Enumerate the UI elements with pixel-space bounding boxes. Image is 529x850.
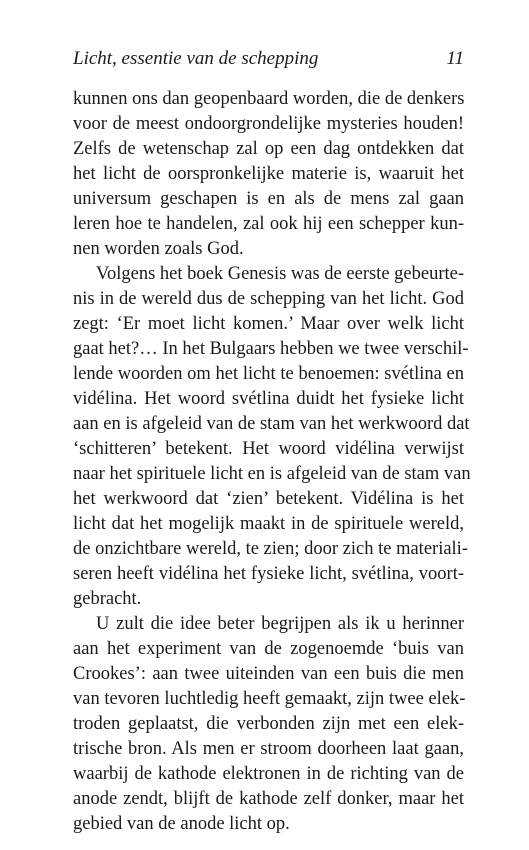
running-head [73, 47, 464, 71]
text-line: trische bron. Als men er stroom doorheen laat gaan, [73, 739, 464, 759]
text-line: gebracht. [73, 589, 142, 609]
paragraph [73, 262, 471, 612]
running-head-title: Licht, essentie van de schepping [73, 48, 319, 69]
text-line: anode zendt, blijft de kathode zelf donker, maar het [73, 789, 464, 809]
text-line: Crookes’: aan twee uiteinden van een buis die men [73, 664, 464, 684]
text-line: licht dat het mogelijk maakt in de spirituele wereld, [73, 514, 464, 534]
text-line: het licht de oorspronkelijke materie is, waaruit het [73, 164, 464, 184]
text-line: leren hoe te handelen, zal ook hij een schepper kun- [73, 214, 464, 234]
page-number: 11 [446, 48, 464, 69]
body-text [73, 87, 471, 837]
text-line: nen worden zoals God. [73, 239, 244, 259]
text-line: gebied van de anode licht op. [73, 814, 290, 834]
text-line: lende woorden om het licht te benoemen: svétlina en [73, 364, 464, 384]
text-line: kunnen ons dan geopenbaard worden, die de denkers [73, 89, 465, 109]
text-line: U zult die idee beter begrijpen als ik u herinner [96, 614, 464, 634]
text-line: aan en is afgeleid van de stam van het werkwoord dat [73, 414, 470, 434]
text-line: zegt: ‘Er moet licht komen.’ Maar over welk licht [73, 314, 464, 334]
text-line: het werkwoord dat ‘zien’ betekent. Vidélina is het [73, 489, 464, 509]
text-line: nis in de wereld dus de schepping van het licht. God [73, 289, 464, 309]
text-line: voor de meest ondoorgrondelijke mysteries houden! [73, 114, 464, 134]
text-line: van tevoren luchtledig heeft gemaakt, zijn twee elek- [73, 689, 466, 709]
text-line: Zelfs de wetenschap zal op een dag ontdekken dat [73, 139, 464, 159]
text-line: vidélina. Het woord svétlina duidt het fysieke licht [73, 389, 464, 409]
text-line: aan het experiment van de zogenoemde ‘buis van [73, 639, 464, 659]
text-line: de onzichtbare wereld, te zien; door zich te materiali- [73, 539, 468, 559]
paragraph [73, 612, 464, 837]
text-line: troden geplaatst, die verbonden zijn met een elek- [73, 714, 464, 734]
text-line: gaat het?… In het Bulgaars hebben we twee verschil- [73, 339, 469, 359]
text-line: universum geschapen is en als de mens zal gaan [73, 189, 464, 209]
text-line: Volgens het boek Genesis was de eerste gebeurte- [96, 264, 464, 284]
text-line: waarbij de kathode elektronen in de richting van de [73, 764, 464, 784]
text-line: ‘schitteren’ betekent. Het woord vidélina verwijst [73, 439, 464, 459]
text-line: seren heeft vidélina het fysieke licht, svétlina, voort- [73, 564, 464, 584]
paragraph [73, 87, 464, 262]
text-line: naar het spirituele licht en is afgeleid van de stam van [73, 464, 471, 484]
